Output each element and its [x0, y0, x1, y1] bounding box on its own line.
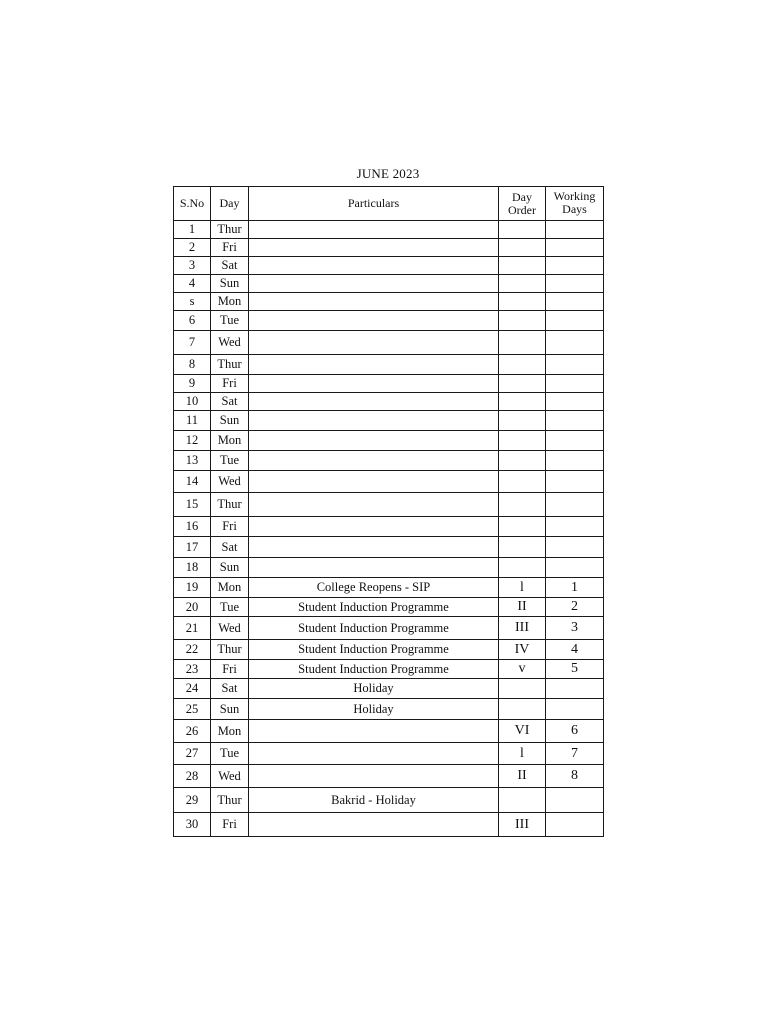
day-cell: Thur	[211, 355, 249, 375]
calendar-table	[173, 186, 604, 837]
particulars-cell	[249, 765, 499, 788]
sno-cell: 4	[174, 275, 211, 293]
day-order-cell	[499, 275, 546, 293]
header-sno: S.No	[174, 187, 211, 221]
sno-cell: 2	[174, 239, 211, 257]
table-row	[174, 431, 604, 451]
particulars-cell	[249, 537, 499, 558]
day-cell: Mon	[211, 293, 249, 311]
table-row	[174, 331, 604, 355]
working-days-cell	[546, 331, 604, 355]
working-days-cell: 7	[546, 743, 604, 765]
particulars-cell	[249, 355, 499, 375]
particulars-cell: Student Induction Programme	[249, 660, 499, 679]
day-cell: Thur	[211, 788, 249, 813]
table-row	[174, 375, 604, 393]
working-days-cell	[546, 311, 604, 331]
day-order-cell: l	[499, 578, 546, 598]
table-row	[174, 221, 604, 239]
sno-cell: 9	[174, 375, 211, 393]
day-order-cell	[499, 493, 546, 517]
working-days-cell	[546, 257, 604, 275]
particulars-cell: Student Induction Programme	[249, 617, 499, 640]
particulars-cell	[249, 393, 499, 411]
particulars-cell	[249, 720, 499, 743]
table-row	[174, 598, 604, 617]
calendar-body	[174, 221, 604, 837]
table-row	[174, 679, 604, 699]
working-days-cell	[546, 355, 604, 375]
table-row	[174, 451, 604, 471]
sno-cell: 15	[174, 493, 211, 517]
day-cell: Wed	[211, 471, 249, 493]
particulars-cell	[249, 375, 499, 393]
working-days-cell	[546, 537, 604, 558]
table-row	[174, 578, 604, 598]
day-order-cell	[499, 558, 546, 578]
table-row	[174, 471, 604, 493]
day-cell: Sat	[211, 393, 249, 411]
working-days-cell	[546, 221, 604, 239]
table-row	[174, 617, 604, 640]
day-cell: Sat	[211, 679, 249, 699]
sno-cell: 25	[174, 699, 211, 720]
table-row	[174, 411, 604, 431]
particulars-cell	[249, 311, 499, 331]
sno-cell: 1	[174, 221, 211, 239]
particulars-cell	[249, 239, 499, 257]
day-order-cell	[499, 537, 546, 558]
particulars-cell	[249, 275, 499, 293]
day-cell: Sun	[211, 411, 249, 431]
sno-cell: 10	[174, 393, 211, 411]
particulars-cell	[249, 451, 499, 471]
header-particulars: Particulars	[249, 187, 499, 221]
day-order-cell	[499, 699, 546, 720]
day-cell: Mon	[211, 431, 249, 451]
sno-cell: 28	[174, 765, 211, 788]
day-order-cell	[499, 788, 546, 813]
working-days-cell	[546, 375, 604, 393]
sno-cell: 24	[174, 679, 211, 699]
table-row	[174, 660, 604, 679]
day-cell: Fri	[211, 517, 249, 537]
sno-cell: 13	[174, 451, 211, 471]
particulars-cell	[249, 493, 499, 517]
particulars-cell: Holiday	[249, 679, 499, 699]
sno-cell: 19	[174, 578, 211, 598]
sno-cell: 8	[174, 355, 211, 375]
day-cell: Thur	[211, 640, 249, 660]
day-cell: Mon	[211, 720, 249, 743]
table-row	[174, 257, 604, 275]
page-title: JUNE 2023	[356, 166, 420, 181]
header-working-days-line2: Days	[562, 201, 587, 216]
table-row	[174, 788, 604, 813]
working-days-cell	[546, 788, 604, 813]
day-cell: Thur	[211, 493, 249, 517]
day-cell: Fri	[211, 813, 249, 837]
day-cell: Sat	[211, 537, 249, 558]
day-cell: Sun	[211, 699, 249, 720]
working-days-cell	[546, 471, 604, 493]
header-day-order-line1: Day	[512, 189, 532, 204]
sno-cell: 29	[174, 788, 211, 813]
day-order-cell	[499, 375, 546, 393]
day-order-cell	[499, 431, 546, 451]
day-order-cell: l	[499, 743, 546, 765]
particulars-cell	[249, 558, 499, 578]
particulars-cell	[249, 813, 499, 837]
day-order-cell	[499, 257, 546, 275]
day-cell: Fri	[211, 239, 249, 257]
working-days-cell: 3	[546, 617, 604, 640]
sno-cell: 20	[174, 598, 211, 617]
working-days-cell	[546, 275, 604, 293]
particulars-cell	[249, 331, 499, 355]
particulars-cell: Holiday	[249, 699, 499, 720]
day-order-cell	[499, 451, 546, 471]
sno-cell: 3	[174, 257, 211, 275]
working-days-cell	[546, 699, 604, 720]
sno-cell: 12	[174, 431, 211, 451]
particulars-cell	[249, 471, 499, 493]
table-row	[174, 558, 604, 578]
header-working-days-line1: Working	[553, 189, 596, 203]
particulars-cell	[249, 431, 499, 451]
day-order-cell: III	[499, 813, 546, 837]
sno-cell: 18	[174, 558, 211, 578]
day-order-cell: III	[499, 617, 546, 640]
day-cell: Wed	[211, 331, 249, 355]
sno-cell: 23	[174, 660, 211, 679]
sno-cell: 11	[174, 411, 211, 431]
particulars-cell: Student Induction Programme	[249, 598, 499, 617]
day-order-cell	[499, 221, 546, 239]
header-day-order-line2: Order	[508, 202, 536, 217]
day-cell: Fri	[211, 375, 249, 393]
working-days-cell: 5	[546, 660, 604, 679]
working-days-cell: 1	[546, 578, 604, 598]
particulars-cell: Student Induction Programme	[249, 640, 499, 660]
day-cell: Tue	[211, 451, 249, 471]
table-row	[174, 720, 604, 743]
particulars-cell	[249, 293, 499, 311]
sno-cell: 27	[174, 743, 211, 765]
day-order-cell: VI	[499, 720, 546, 743]
working-days-cell	[546, 813, 604, 837]
table-row	[174, 393, 604, 411]
working-days-cell	[546, 679, 604, 699]
working-days-cell	[546, 239, 604, 257]
table-row	[174, 493, 604, 517]
working-days-cell	[546, 431, 604, 451]
day-order-cell	[499, 679, 546, 699]
day-cell: Tue	[211, 311, 249, 331]
table-row	[174, 765, 604, 788]
working-days-cell: 4	[546, 640, 604, 660]
table-row	[174, 537, 604, 558]
particulars-cell	[249, 221, 499, 239]
day-cell: Wed	[211, 765, 249, 788]
particulars-cell: Bakrid - Holiday	[249, 788, 499, 813]
sno-cell: 17	[174, 537, 211, 558]
table-row	[174, 743, 604, 765]
day-order-cell	[499, 239, 546, 257]
day-order-cell	[499, 293, 546, 311]
sno-cell: 14	[174, 471, 211, 493]
day-cell: Sat	[211, 257, 249, 275]
particulars-cell: College Reopens - SIP	[249, 578, 499, 598]
working-days-cell	[546, 517, 604, 537]
working-days-cell	[546, 451, 604, 471]
day-order-cell: v	[499, 660, 546, 679]
particulars-cell	[249, 257, 499, 275]
table-row	[174, 813, 604, 837]
day-cell: Thur	[211, 221, 249, 239]
working-days-cell	[546, 293, 604, 311]
sno-cell: 30	[174, 813, 211, 837]
sno-cell: 16	[174, 517, 211, 537]
table-row	[174, 311, 604, 331]
table-row	[174, 239, 604, 257]
day-order-cell	[499, 331, 546, 355]
day-order-cell: II	[499, 598, 546, 617]
working-days-cell: 8	[546, 765, 604, 788]
working-days-cell: 2	[546, 598, 604, 617]
particulars-cell	[249, 743, 499, 765]
working-days-cell	[546, 393, 604, 411]
day-cell: Wed	[211, 617, 249, 640]
header-working-days	[546, 187, 604, 221]
day-cell: Sun	[211, 558, 249, 578]
header-day: Day	[211, 187, 249, 221]
sno-cell: 6	[174, 311, 211, 331]
table-row	[174, 640, 604, 660]
sno-cell: 22	[174, 640, 211, 660]
sno-cell: 21	[174, 617, 211, 640]
day-order-cell	[499, 411, 546, 431]
header-row	[174, 187, 604, 221]
working-days-cell	[546, 411, 604, 431]
header-day-order	[499, 187, 546, 221]
particulars-cell	[249, 517, 499, 537]
day-cell: Sun	[211, 275, 249, 293]
table-row	[174, 275, 604, 293]
day-order-cell	[499, 517, 546, 537]
working-days-cell	[546, 493, 604, 517]
table-row	[174, 355, 604, 375]
sno-cell: 26	[174, 720, 211, 743]
day-order-cell: II	[499, 765, 546, 788]
day-cell: Fri	[211, 660, 249, 679]
day-cell: Tue	[211, 743, 249, 765]
day-order-cell	[499, 311, 546, 331]
day-order-cell	[499, 471, 546, 493]
table-row	[174, 517, 604, 537]
particulars-cell	[249, 411, 499, 431]
table-row	[174, 699, 604, 720]
sno-cell: 7	[174, 331, 211, 355]
working-days-cell: 6	[546, 720, 604, 743]
day-order-cell	[499, 355, 546, 375]
working-days-cell	[546, 558, 604, 578]
day-order-cell	[499, 393, 546, 411]
day-order-cell: IV	[499, 640, 546, 660]
sno-cell: s	[174, 293, 211, 311]
table-row	[174, 293, 604, 311]
day-cell: Mon	[211, 578, 249, 598]
day-cell: Tue	[211, 598, 249, 617]
